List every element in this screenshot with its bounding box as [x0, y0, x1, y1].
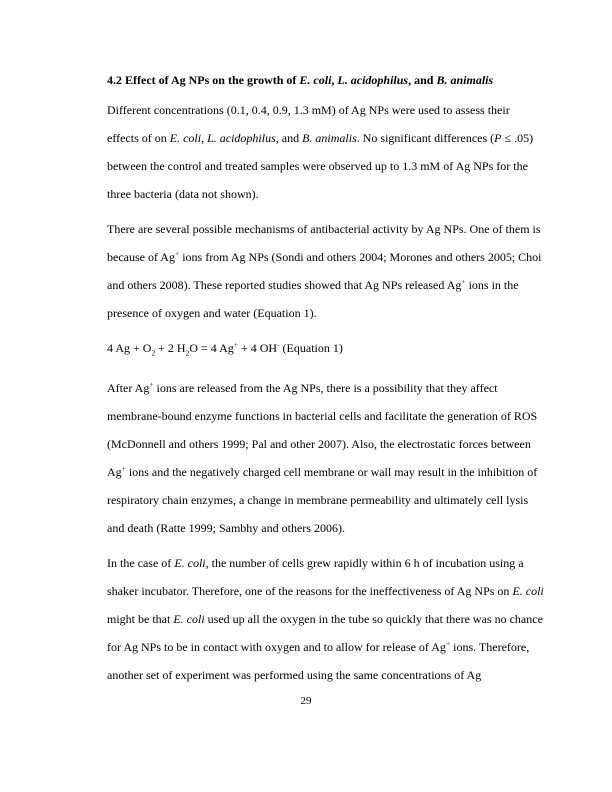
text-segment: E. coli	[299, 73, 332, 87]
section-heading	[107, 66, 544, 94]
text-segment: , and	[275, 131, 303, 145]
text-segment: E. coli	[512, 584, 544, 598]
text-segment: E. coli	[173, 612, 205, 626]
text-segment: + 2 H	[155, 341, 186, 355]
text-segment: After Ag	[107, 381, 150, 395]
text-segment: ,	[201, 131, 208, 145]
text-segment: 2	[151, 348, 156, 358]
text-segment: E. coli	[174, 556, 206, 570]
text-segment: 2	[185, 348, 190, 358]
text-segment: ions in the presence of oxygen and water (Equation 1).	[107, 278, 519, 320]
text-segment: ions and the negatively charged cell membrane or wall may result in the inhibition of respiratory chain enzymes, a change in membrane permeability and ultimately cell lysis and death (Ratte 1999; Sambhy and others 2006).	[107, 465, 538, 535]
text-segment: +	[461, 277, 466, 286]
text-segment: . No significant differences (	[356, 131, 495, 145]
paragraph-mechanisms	[107, 215, 544, 327]
text-segment: ions from Ag NPs (Sondi and others 2004; Morones and others 2005; Choi and others 2008). These reported studies showed that Ag NPs released Ag	[107, 250, 542, 292]
text-segment: Different concentrations (0.1, 0.4, 0.9, 1.3 mM) of Ag NPs were used to assess their effects of on	[107, 103, 510, 145]
text-segment: +	[174, 249, 180, 258]
text-segment: -	[277, 340, 280, 349]
text-segment: used up all the oxygen in the tube so quickly that there was no chance for Ag NPs to be in contact with oxygen and to allow for release of Ag	[107, 612, 543, 654]
text-segment: +	[233, 340, 238, 349]
text-segment: +	[445, 639, 451, 648]
page-number: 29	[300, 695, 312, 707]
text-segment: ions. Therefore, another set of experiment was performed using the same concentrations of Ag	[107, 640, 530, 682]
text-segment: 4.2 Effect of Ag NPs on the growth of	[107, 73, 300, 87]
text-segment: ,	[331, 73, 338, 87]
paragraph-ros-lysis	[107, 374, 544, 542]
text-segment: O = 4 Ag	[189, 341, 234, 355]
equation-line	[107, 334, 544, 362]
text-segment: E. coli	[169, 131, 202, 145]
text-segment: +	[121, 464, 126, 473]
paragraph-ecoli-oxygen	[107, 549, 544, 689]
text-segment: B. animalis	[436, 73, 494, 87]
text-segment: ≤ .05) between the control and treated samples were observed up to 1.3 mM of Ag NPs for the three bacteria (data not shown).	[107, 131, 534, 201]
text-segment: , and	[408, 73, 437, 87]
page-content	[107, 66, 544, 696]
text-segment: In the case of	[107, 556, 175, 570]
text-segment: , the number of cells grew rapidly within 6 h of incubation using a shaker incubator. Therefore, one of the reasons for the ineffectiveness of Ag NPs on	[107, 556, 524, 598]
text-segment: There are several possible mechanisms of antibacterial activity by Ag NPs. One of them is because of Ag	[107, 222, 541, 264]
text-segment: ions are released from the Ag NPs, there is a possibility that they affect membrane-bound enzyme functions in bacterial cells and facilitate the generation of ROS (McDonnell and others 1999; Pal and other 2007). Also, the electrostatic forces between Ag	[107, 381, 538, 479]
text-segment: L. acidophilus	[337, 73, 409, 87]
text-segment: (Equation 1)	[279, 341, 343, 355]
text-segment: L. acidophilus	[207, 131, 276, 145]
text-segment: +	[149, 380, 154, 389]
text-segment: + 4 OH	[237, 341, 278, 355]
text-segment: 4 Ag + O	[107, 341, 152, 355]
text-segment: might be that	[107, 612, 174, 626]
paragraph-growth-effect	[107, 96, 544, 208]
text-segment: B. animalis	[302, 131, 357, 145]
text-segment: P	[494, 131, 502, 145]
